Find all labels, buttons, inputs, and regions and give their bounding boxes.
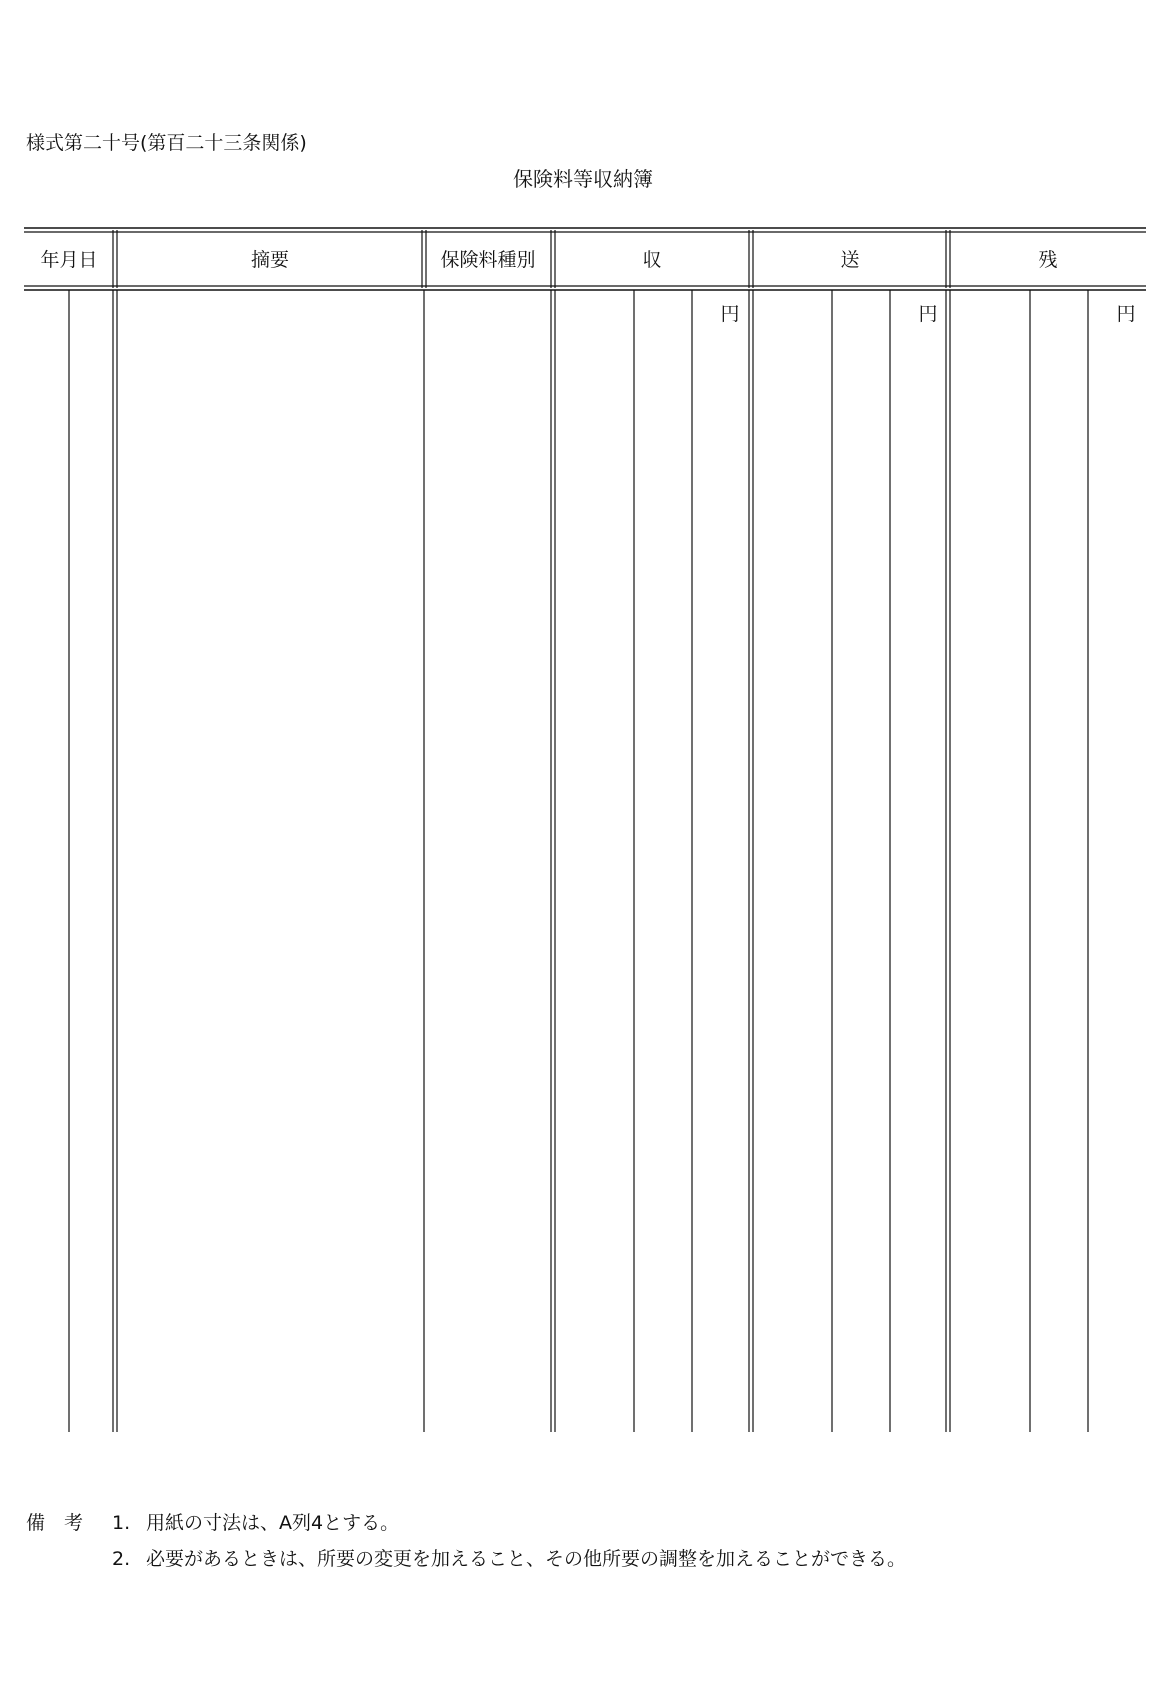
remarks-text-2: 必要があるときは、所要の変更を加えること、その他所要の調整を加えることができる。 — [146, 1548, 907, 1570]
header-date: 年月日 — [40, 249, 98, 271]
header-balance: 残 — [1038, 249, 1058, 271]
remarks-label: 備 考 — [26, 1512, 84, 1534]
remarks-row-1 — [26, 1505, 906, 1541]
remarks-row-2 — [26, 1541, 906, 1577]
remarks-text-1: 用紙の寸法は、A列4とする。 — [146, 1512, 400, 1534]
unit-yen-remitted: 円 — [918, 303, 938, 325]
form-number: 様式第二十号(第百二十三条関係) — [26, 132, 307, 154]
remarks-num-2: 2. — [112, 1548, 131, 1570]
header-premium-type: 保険料種別 — [440, 249, 536, 271]
unit-yen-received: 円 — [720, 303, 740, 325]
document-title-text: 保険料等収納簿 — [513, 167, 653, 191]
header-received: 収 — [642, 249, 662, 271]
header-remitted: 送 — [840, 249, 860, 271]
remarks-num-1: 1. — [112, 1512, 131, 1534]
body-column-lines — [69, 290, 1088, 1432]
header-summary: 摘要 — [250, 249, 290, 271]
remarks — [26, 1505, 906, 1577]
unit-yen-balance: 円 — [1116, 303, 1136, 325]
